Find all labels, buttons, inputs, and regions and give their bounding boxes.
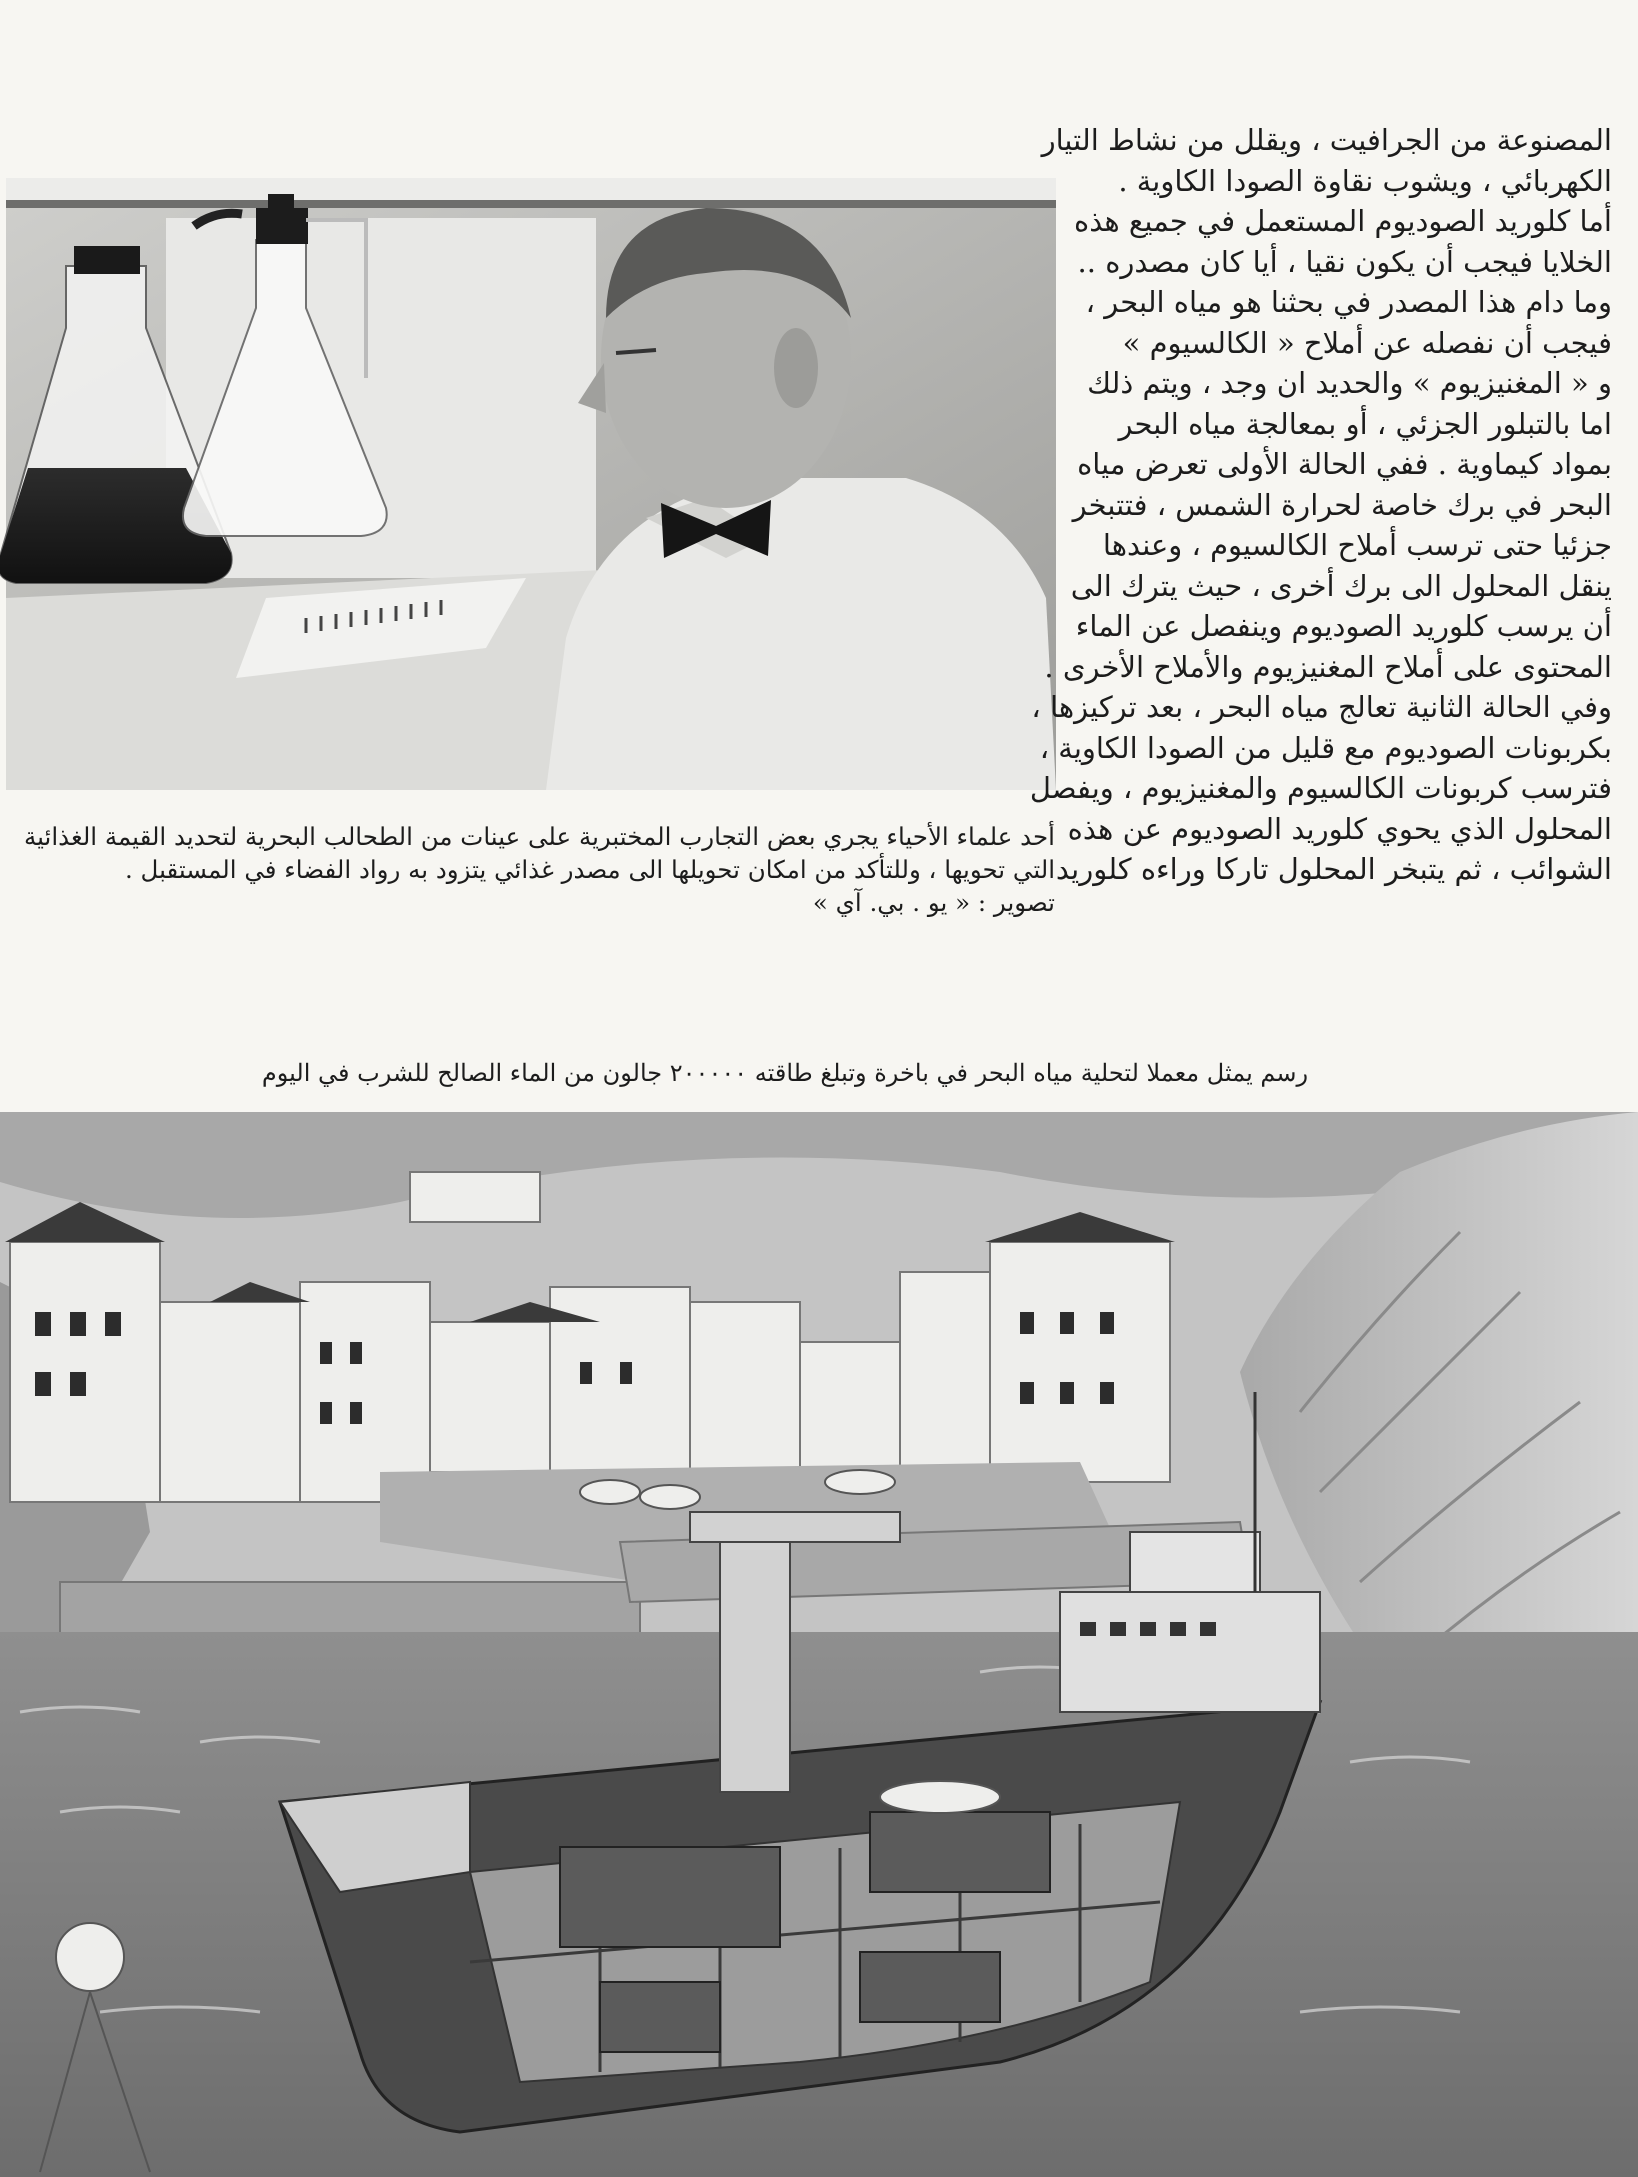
article-line: الكهربائي ، ويشوب نقاوة الصودا الكاوية . — [1118, 163, 1612, 198]
article-line: أما كلوريد الصوديوم المستعمل في جميع هذه — [1074, 204, 1612, 238]
article-line: المحتوى على أملاح المغنيزيوم والأملاح الأخرى . — [1044, 649, 1612, 684]
article-line: المصنوعة من الجرافيت ، ويقلل من نشاط التيار — [1041, 123, 1612, 157]
article-line: جزئيا حتى ترسب أملاح الكالسيوم ، وعندها — [1102, 528, 1612, 562]
scientist-photo-illustration — [6, 178, 1056, 790]
drawing-caption: رسم يمثل معملا لتحلية مياه البحر في باخرة وتبلغ طاقته ٢٠٠٠٠٠ جالون من الماء الصالح للشرب في اليوم — [261, 1059, 1309, 1087]
article-column — [1029, 120, 1612, 950]
article-line: المحلول الذي يحوي كلوريد الصوديوم عن هذه — [1067, 811, 1612, 846]
photo-credit: تصوير : « يو . بي. آي » — [812, 888, 1055, 917]
desalination-ship-drawing — [0, 1112, 1638, 2177]
article-line: وفي الحالة الثانية تعالج مياه البحر ، بعد تركيزها ، — [1031, 690, 1612, 724]
article-line: وما دام هذا المصدر في بحثنا هو مياه البحر ، — [1085, 285, 1612, 319]
photo-caption-line: أحد علماء الأحياء يجري بعض التجارب المختبرية على عينات من الطحالب البحرية لتحديد القيمة الغذائية — [23, 822, 1055, 851]
photo-caption-line: التي تحويها ، وللتأكد من امكان تحويلها الى مصدر غذائي يتزود به رواد الفضاء في المستقبل . — [124, 855, 1055, 884]
article-line: اما بالتبلور الجزئي ، أو بمعالجة مياه البحر — [1118, 406, 1612, 441]
article-line: فترسب كربونات الكالسيوم والمغنيزيوم ، ويفصل — [1029, 771, 1612, 805]
photo-caption — [23, 820, 1055, 919]
article-line: أن يرسب كلوريد الصوديوم وينفصل عن الماء — [1075, 609, 1612, 643]
scientist-photo — [6, 178, 1056, 790]
article-line: ينقل المحلول الى برك أخرى ، حيث يترك الى — [1070, 568, 1612, 603]
article-line: بكربونات الصوديوم مع قليل من الصودا الكاوية ، — [1039, 730, 1612, 765]
harbor-ship-illustration — [0, 1112, 1638, 2177]
article-line: بمواد كيماوية . ففي الحالة الأولى تعرض مياه — [1077, 447, 1612, 481]
article-line: فيجب أن نفصله عن أملاح « الكالسيوم » — [1122, 325, 1612, 360]
article-line: البحر في برك خاصة لحرارة الشمس ، فتتبخر — [1072, 487, 1612, 522]
article-line: الخلايا فيجب أن يكون نقيا ، أيا كان مصدره .. — [1077, 244, 1612, 279]
article-line: و « المغنيزيوم » والحديد ان وجد ، ويتم ذلك — [1087, 366, 1612, 400]
article-line: الشوائب ، ثم يتبخر المحلول تاركا وراءه كلوريد — [1055, 852, 1612, 886]
